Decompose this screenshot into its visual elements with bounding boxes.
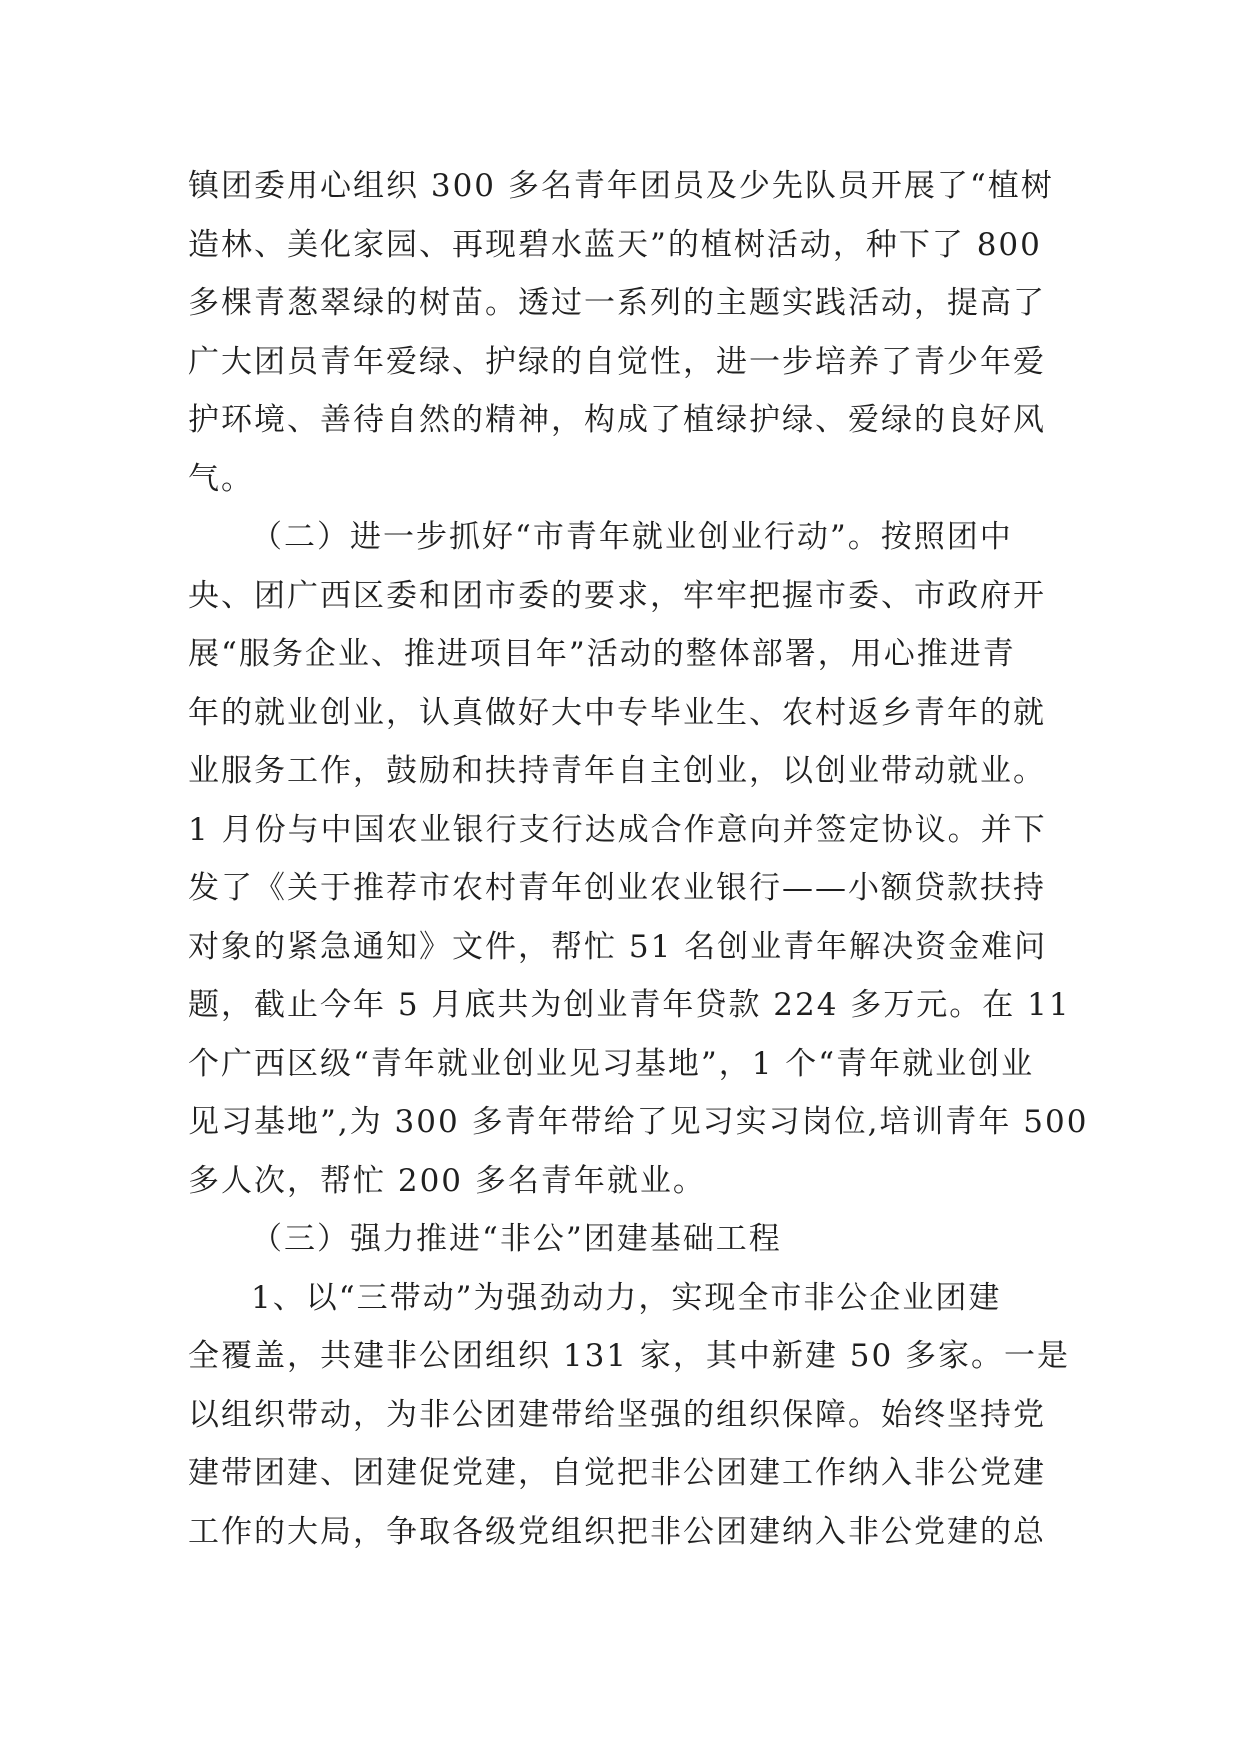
text-line: 见习基地”,为 300 多青年带给了见习实习岗位,培训青年 500	[188, 1104, 1089, 1140]
text-line: 工作的大局，争取各级党组织把非公团建纳入非公党建的总	[188, 1513, 1046, 1550]
text-line: 护环境、善待自然的精神，构成了植绿护绿、爱绿的良好风	[188, 402, 1046, 438]
text-line: 个广西区级“青年就业创业见习基地”，1 个“青年就业创业	[188, 1045, 1035, 1082]
text-line: 业服务工作，鼓励和扶持青年自主创业，以创业带动就业。	[188, 753, 1046, 789]
text-line: （二）进一步抓好“市青年就业创业行动”。按照团中	[251, 519, 1013, 555]
text-line: 广大团员青年爱绿、护绿的自觉性，进一步培养了青少年爱	[188, 343, 1046, 380]
text-line: 多人次，帮忙 200 多名青年就业。	[188, 1162, 706, 1199]
text-line: 多棵青葱翠绿的树苗。透过一系列的主题实践活动，提高了	[188, 285, 1046, 321]
text-line: 发了《关于推荐市农村青年创业农业银行——小额贷款扶持	[188, 870, 1046, 906]
text-line: 对象的紧急通知》文件，帮忙 51 名创业青年解决资金难问	[188, 928, 1048, 965]
text-line: 1 月份与中国农业银行支行达成合作意向并签定协议。并下	[188, 811, 1047, 848]
text-line: 1、以“三带动”为强劲动力，实现全市非公企业团建	[251, 1279, 1002, 1316]
text-line: 年的就业创业，认真做好大中专毕业生、农村返乡青年的就	[188, 694, 1046, 731]
document-body	[188, 157, 1089, 1561]
text-line: 展“服务企业、推进项目年”活动的整体部署，用心推进青	[188, 636, 1016, 672]
text-line: （三）强力推进“非公”团建基础工程	[251, 1221, 782, 1257]
text-line: 题，截止今年 5 月底共为创业青年贷款 224 多万元。在 11	[188, 987, 1071, 1023]
text-line: 镇团委用心组织 300 多名青年团员及少先队员开展了“植树	[188, 168, 1054, 204]
text-line: 央、团广西区委和团市委的要求，牢牢把握市委、市政府开	[188, 577, 1046, 614]
text-line: 建带团建、团建促党建，自觉把非公团建工作纳入非公党建	[188, 1455, 1046, 1491]
text-line: 全覆盖，共建非公团组织 131 家，其中新建 50 多家。一是	[188, 1338, 1071, 1374]
text-line: 气。	[188, 460, 254, 497]
text-line: 造林、美化家园、再现碧水蓝天”的植树活动，种下了 800	[188, 226, 1042, 263]
text-line: 以组织带动，为非公团建带给坚强的组织保障。始终坚持党	[188, 1396, 1046, 1433]
